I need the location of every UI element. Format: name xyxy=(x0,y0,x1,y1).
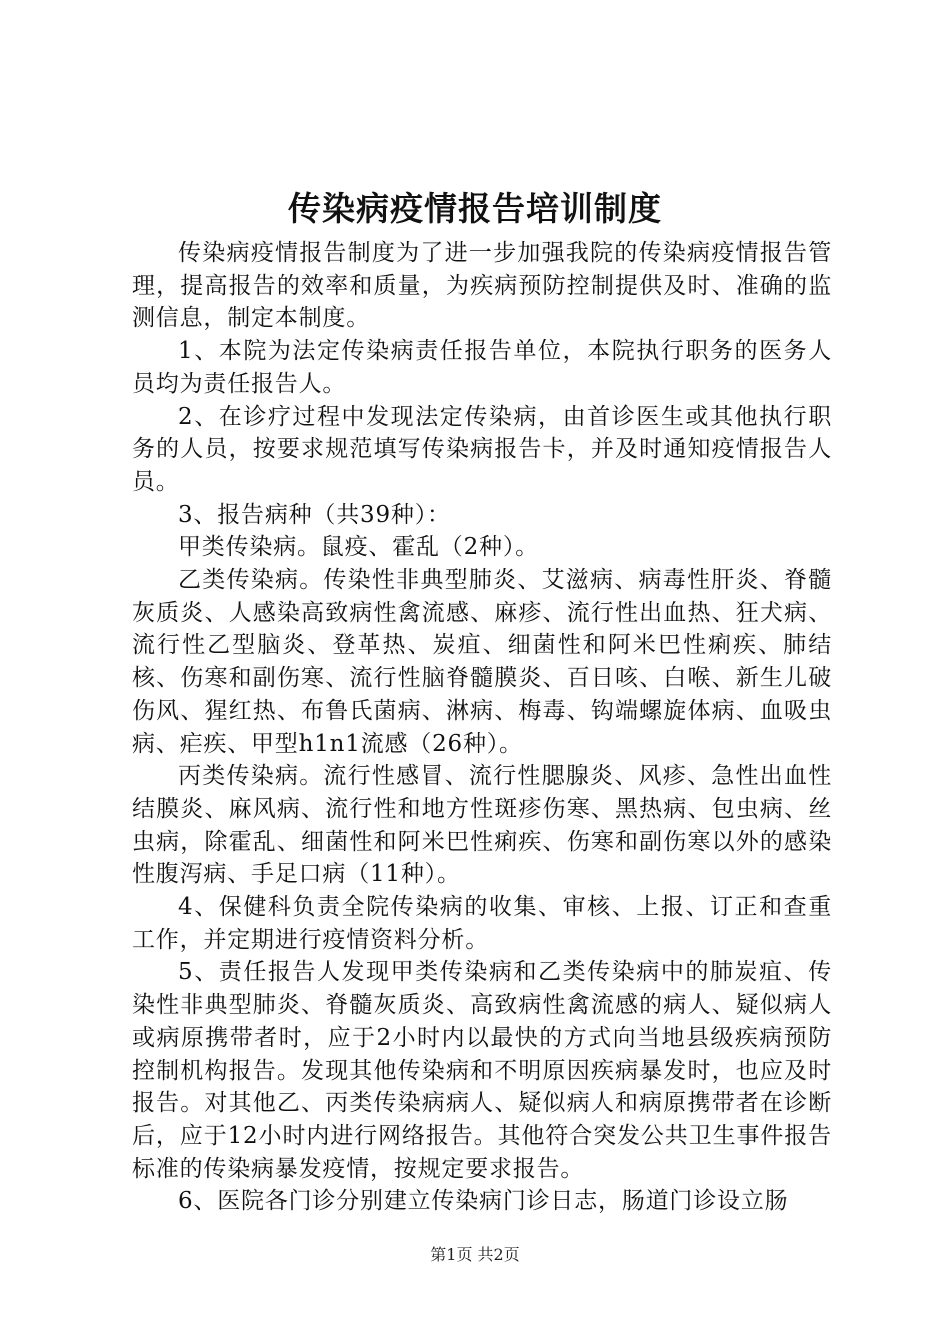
paragraph-item-2: 2、在诊疗过程中发现法定传染病，由首诊医生或其他执行职务的人员，按要求规范填写传染病报告卡，并及时通知疫情报告人员。 xyxy=(132,403,832,495)
page-footer: 第1页 共2页 xyxy=(430,1245,520,1264)
paragraph-item-1: 1、本院为法定传染病责任报告单位，本院执行职务的医务人员均为责任报告人。 xyxy=(132,338,832,397)
paragraph-intro: 传染病疫情报告制度为了进一步加强我院的传染病疫情报告管理，提高报告的效率和质量，为疾病预防控制提供及时、准确的监测信息，制定本制度。 xyxy=(132,240,832,332)
paragraph-class-c: 丙类传染病。流行性感冒、流行性腮腺炎、风疹、急性出血性结膜炎、麻风病、流行性和地方性斑疹伤寒、黑热病、包虫病、丝虫病，除霍乱、细菌性和阿米巴性痢疾、伤寒和副伤寒以外的感染性腹泻病、手足口病（11种）。 xyxy=(132,763,832,888)
paragraph-item-5: 5、责任报告人发现甲类传染病和乙类传染病中的肺炭疽、传染性非典型肺炎、脊髓灰质炎、高致病性禽流感的病人、疑似病人或病原携带者时，应于2小时内以最快的方式向当地县级疾病预防控制机构报告。发现其他传染病和不明原因疾病暴发时，也应及时报告。对其他乙、丙类传染病病人、疑似病人和病原携带者在诊断后，应于12小时内进行网络报告。其他符合突发公共卫生事件报告标准的传染病暴发疫情，按规定要求报告。 xyxy=(132,959,832,1182)
paragraph-item-3: 3、报告病种（共39种）： xyxy=(178,501,451,528)
paragraph-item-4: 4、保健科负责全院传染病的收集、审核、上报、订正和查重工作，并定期进行疫情资料分析。 xyxy=(132,894,832,953)
paragraph-item-6: 6、医院各门诊分别建立传染病门诊日志，肠道门诊设立肠 xyxy=(178,1188,789,1215)
document-body xyxy=(132,237,832,1218)
paragraph-class-b: 乙类传染病。传染性非典型肺炎、艾滋病、病毒性肝炎、脊髓灰质炎、人感染高致病性禽流感、麻疹、流行性出血热、狂犬病、流行性乙型脑炎、登革热、炭疽、细菌性和阿米巴性痢疾、肺结核、伤寒和副伤寒、流行性脑脊髓膜炎、百日咳、白喉、新生儿破伤风、猩红热、布鲁氏菌病、淋病、梅毒、钩端螺旋体病、血吸虫病、疟疾、甲型h1n1流感（26种）。 xyxy=(132,567,832,757)
paragraph-class-a: 甲类传染病。鼠疫、霍乱（2种）。 xyxy=(178,534,539,561)
document-title: 传染病疫情报告培训制度 xyxy=(288,189,662,228)
